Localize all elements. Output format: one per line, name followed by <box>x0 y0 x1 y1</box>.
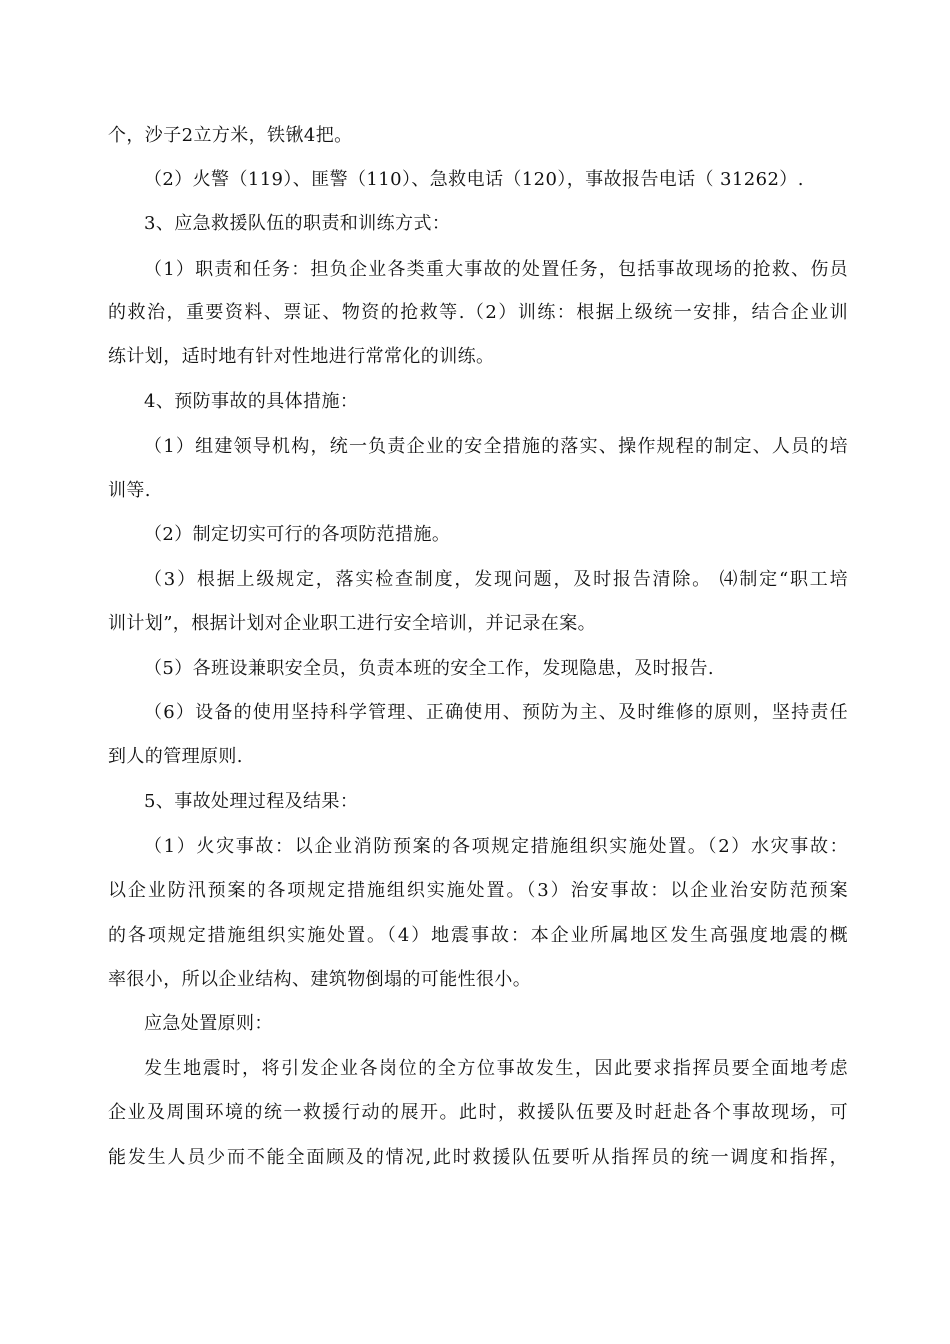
text-line: 能发生人员少而不能全面顾及的情况,此时救援队伍要听从指挥员的统一调度和指挥， <box>108 1147 848 1168</box>
text-line: 训计划”，根据计划对企业职工进行安全培训，并记录在案。 <box>108 613 596 634</box>
text-line: （6）设备的使用坚持科学管理、正确使用、预防为主、及时维修的原则，坚持责任 <box>144 702 848 723</box>
section-heading: 3、应急救援队伍的职责和训练方式： <box>144 213 451 234</box>
text-line: （1）组建领导机构，统一负责企业的安全措施的落实、操作规程的制定、人员的培 <box>144 436 848 457</box>
text-line: 企业及周围环境的统一救援行动的展开。此时，救援队伍要及时赶赴各个事故现场，可 <box>108 1102 848 1123</box>
text-line: 个，沙子2立方米，铁锹4把。 <box>108 125 353 146</box>
text-line: （2）火警（119）、匪警（110）、急救电话（120），事故报告电话（ 31262）. <box>144 169 804 190</box>
text-line: （1）职责和任务：担负企业各类重大事故的处置任务，包括事故现场的抢救、伤员 <box>144 259 848 280</box>
text-line: （2）制定切实可行的各项防范措施。 <box>144 524 451 545</box>
section-heading: 应急处置原则： <box>144 1013 273 1034</box>
section-heading: 5、事故处理过程及结果： <box>144 791 359 812</box>
text-line: 练计划，适时地有针对性地进行常常化的训练。 <box>108 346 495 367</box>
text-line: 以企业防汛预案的各项规定措施组织实施处置。（3）治安事故：以企业治安防范预案 <box>108 880 848 901</box>
text-line: 率很小，所以企业结构、建筑物倒塌的可能性很小。 <box>108 969 532 990</box>
text-line: 发生地震时，将引发企业各岗位的全方位事故发生，因此要求指挥员要全面地考虑 <box>144 1058 848 1079</box>
text-line: （5）各班设兼职安全员，负责本班的安全工作，发现隐患，及时报告. <box>144 658 714 679</box>
text-line: （1）火灾事故：以企业消防预案的各项规定措施组织实施处置。（2）水灾事故： <box>144 836 848 857</box>
text-line: 的救治，重要资料、票证、物资的抢救等.（2）训练：根据上级统一安排，结合企业训 <box>108 302 848 323</box>
text-line: 训等. <box>108 480 151 501</box>
text-line: 到人的管理原则. <box>108 746 243 767</box>
text-line: 的各项规定措施组织实施处置。（4）地震事故：本企业所属地区发生高强度地震的概 <box>108 925 848 946</box>
section-heading: 4、预防事故的具体措施： <box>144 391 359 412</box>
text-line: （3）根据上级规定，落实检查制度，发现问题，及时报告清除。 ⑷制定“职工培 <box>144 569 848 590</box>
